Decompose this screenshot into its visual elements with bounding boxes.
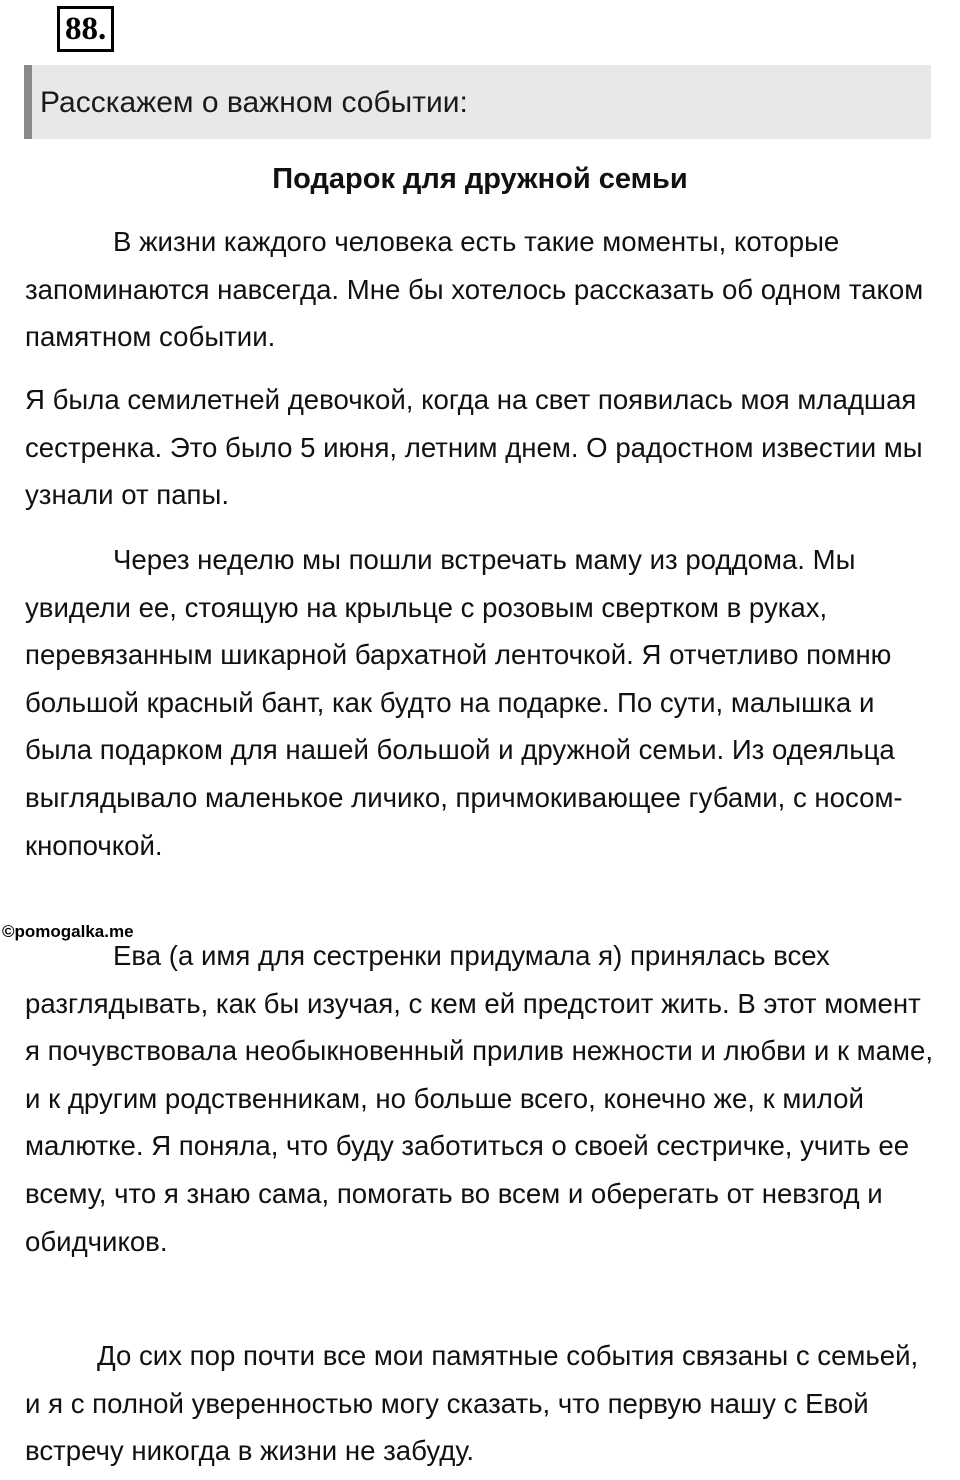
paragraph-5: До сих пор почти все мои памятные события связаны с семьей, и я с полной уверенностью могу сказать, что первую нашу с Евой встречу никогда в жизни не забуду. [25,1340,919,1467]
banner-accent-bar [24,65,32,139]
task-number: 88. [57,6,114,52]
essay-title: Подарок для дружной семьи [272,163,688,195]
banner-text: Расскажем о важном событии: [40,86,468,119]
paragraph-1: В жизни каждого человека есть такие моменты, которые запоминаются навсегда. Мне бы хотелось рассказать об одном таком памятном событии. [25,226,924,353]
watermark: ©pomogalka.me [2,922,134,941]
task-banner [24,65,931,139]
paragraph-3: Через неделю мы пошли встречать маму из роддома. Мы увидели ее, стоящую на крыльце с розовым свертком в руках, перевязанным шикарной бархатной ленточкой. Я отчетливо помню большой красный бант, как будто на подарке. По сути, малышка и была подарком для нашей большой и дружной семьи. Из одеяльца выглядывало маленькое личико, причмокивающее губами, с носом-кнопочкой. [25,544,903,861]
paragraph-2: Я была семилетней девочкой, когда на свет появилась моя младшая сестренка. Это было 5 июня, летним днем. О радостном известии мы узнали от папы. [25,384,923,511]
paragraph-4: Ева (а имя для сестренки придумала я) принялась всех разглядывать, как бы изучая, с кем ей предстоит жить. В этот момент я почувствовала необыкновенный прилив нежности и любви и к маме, и к другим родственникам, но больше всего, конечно же, к милой малютке. Я поняла, что буду заботиться о своей сестричке, учить ее всему, что я знаю сама, помогать во всем и оберегать от невзгод и обидчиков. [25,940,933,1257]
